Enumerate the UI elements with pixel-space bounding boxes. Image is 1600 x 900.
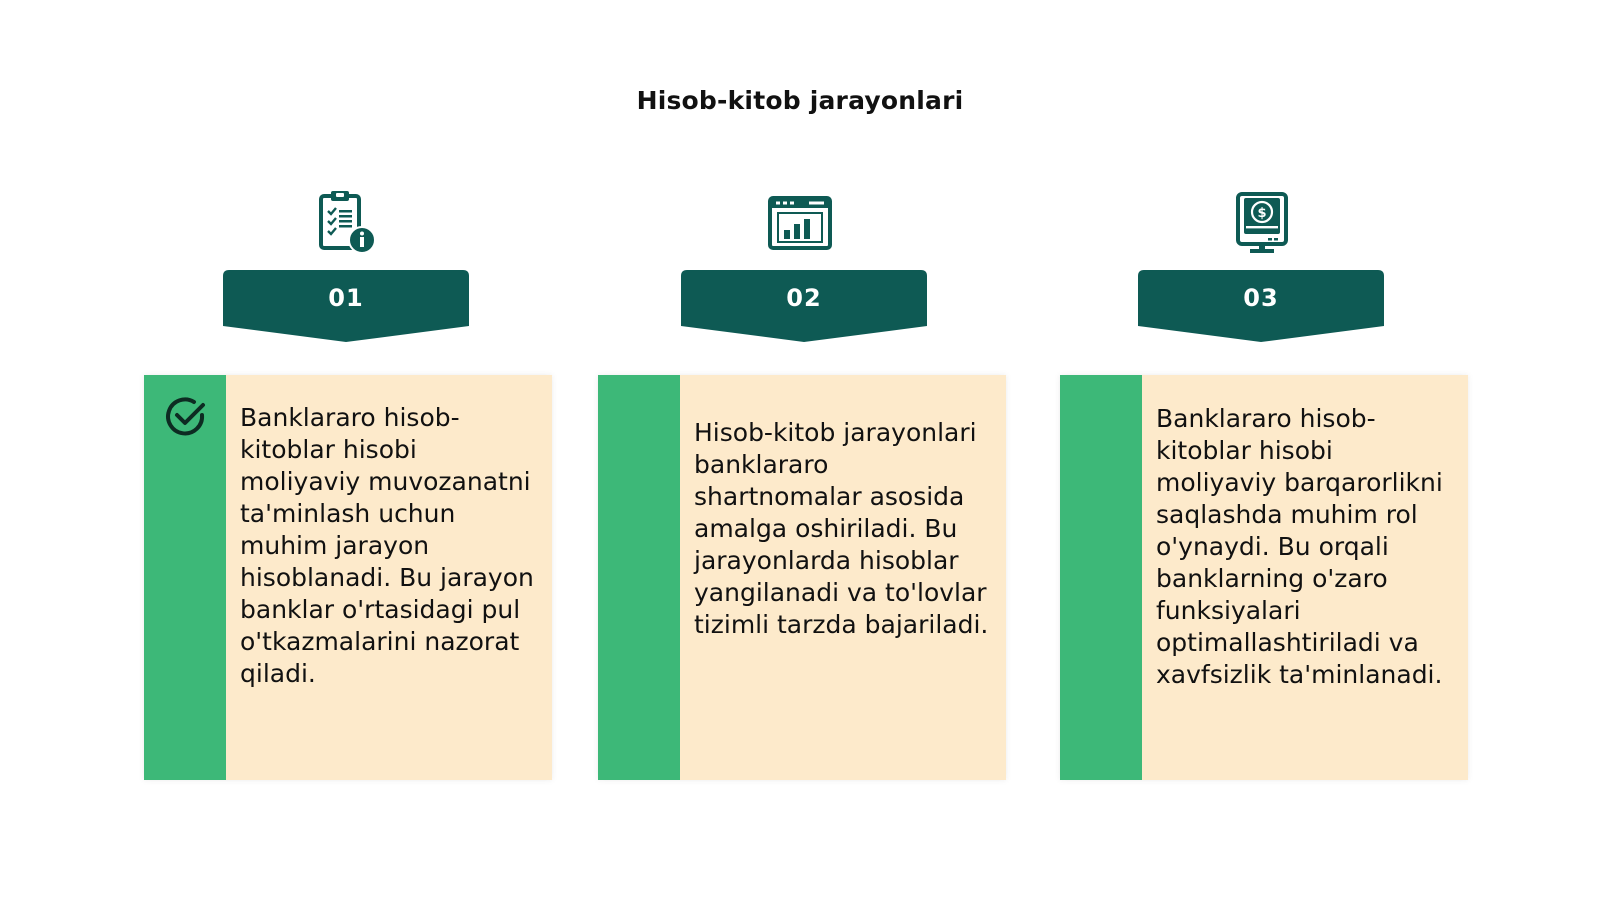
- step-2-badge: [681, 270, 927, 346]
- page-title: Hisob-kitob jarayonlari: [636, 86, 964, 115]
- clipboard-checklist-info-icon: [309, 186, 381, 258]
- step-number: 02: [786, 284, 822, 312]
- step-3: [1056, 0, 1476, 900]
- card-accent-bar: [1060, 375, 1142, 780]
- dollar-monitor-icon: [1226, 186, 1298, 258]
- step-2: [595, 0, 1015, 900]
- svg-text:$: $: [1257, 206, 1267, 221]
- check-circle-icon: [162, 393, 210, 441]
- step-1-badge: [223, 270, 469, 346]
- step-description: Banklararo hisob-kitoblar hisobi moliyaviy barqarorlikni saqlashda muhim rol o'ynaydi. Bu orqali banklarning o'zaro funksiyalari optimallashtiriladi va xavfsizlik ta'minlanadi.: [1156, 404, 1443, 689]
- step-description: Banklararo hisob-kitoblar hisobi moliyaviy muvozanatni ta'minlash uchun muhim jarayon hisoblanadi. Bu jarayon banklar o'rtasidagi pul o'tkazmalarini nazorat qiladi.: [240, 403, 534, 688]
- card-accent-bar: [598, 375, 680, 780]
- step-2-card: [598, 375, 1006, 780]
- step-3-card: [1060, 375, 1468, 780]
- step-number: 03: [1243, 284, 1279, 312]
- card-accent-bar: [144, 375, 226, 780]
- step-3-badge: [1138, 270, 1384, 346]
- step-number: 01: [328, 284, 364, 312]
- bar-chart-window-icon: [764, 186, 836, 258]
- step-description: Hisob-kitob jarayonlari banklararo shartnomalar asosida amalga oshiriladi. Bu jarayonlarda hisoblar yangilanadi va to'lovlar tizimli tarzda bajariladi.: [694, 418, 989, 639]
- step-1-card: [144, 375, 552, 780]
- step-1: [139, 0, 559, 900]
